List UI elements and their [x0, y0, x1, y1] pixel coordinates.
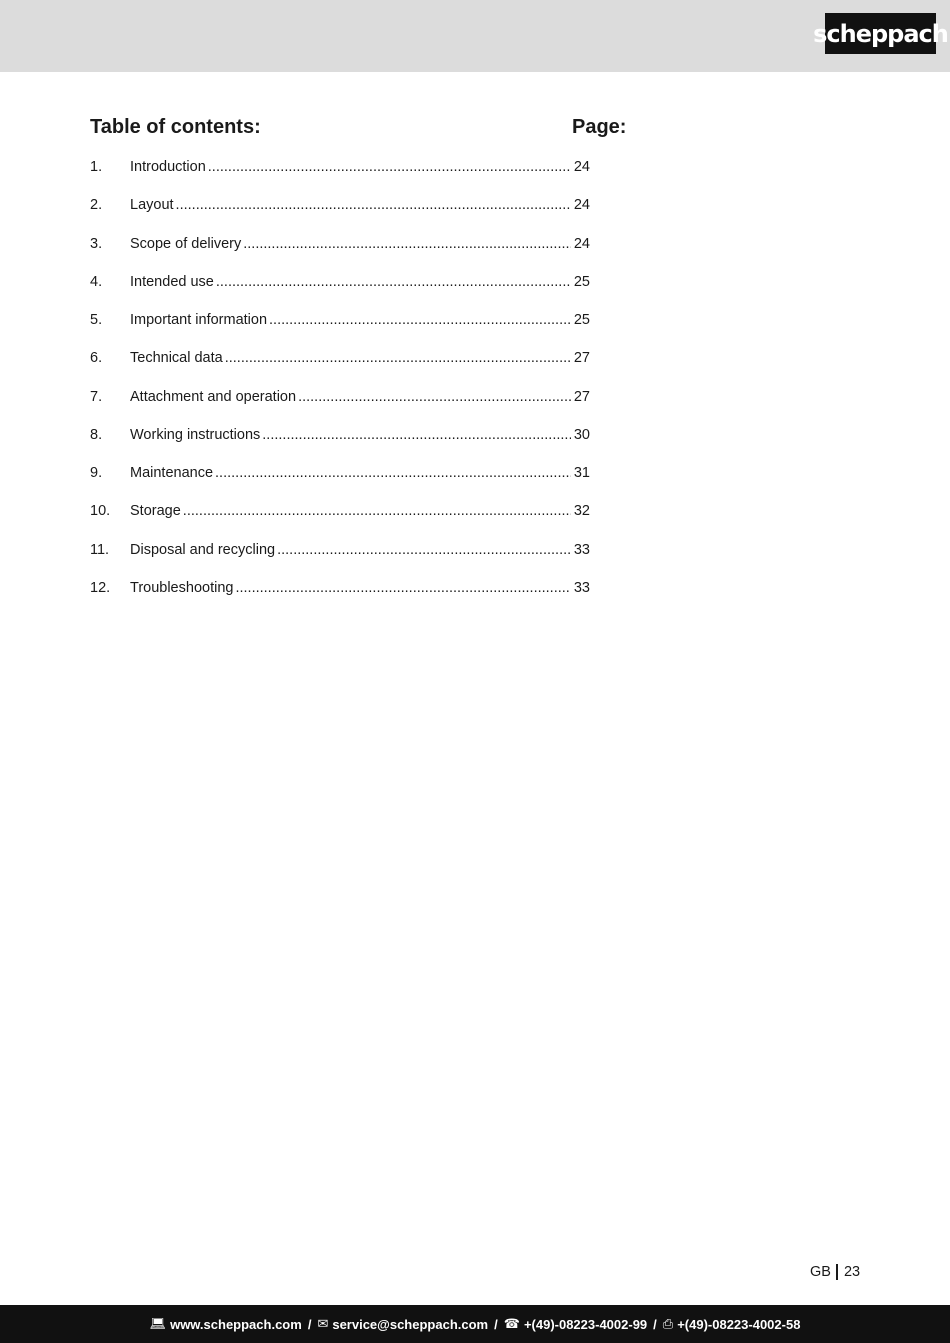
toc-title: Table of contents:: [90, 116, 261, 138]
toc-entry-label: Storage: [130, 503, 181, 520]
toc-entry-label: Technical data: [130, 350, 223, 367]
toc-entry[interactable]: [90, 310, 590, 348]
toc-entry-number: 9.: [90, 465, 103, 481]
toc-dot-leader: [183, 501, 571, 521]
divider: [836, 1264, 838, 1280]
separator: /: [307, 1316, 312, 1332]
toc-entry-label: Disposal and recycling: [130, 541, 276, 558]
toc-entry-page: 25: [573, 312, 590, 328]
toc-entry-label: Attachment and operation: [130, 388, 297, 405]
toc-entry[interactable]: [90, 195, 590, 233]
laptop-icon: 💻︎: [149, 1316, 167, 1331]
toc-dot-leader: [176, 195, 571, 215]
toc-entry[interactable]: [90, 425, 590, 463]
toc-dot-leader: [215, 463, 571, 483]
toc-entry-number: 2.: [90, 197, 103, 214]
separator: /: [494, 1316, 498, 1332]
toc-entry-label: Important information: [130, 312, 268, 328]
fax-icon: ⎙: [662, 1316, 674, 1331]
toc-entry-page: 30: [573, 426, 590, 443]
toc-entry-number: 8.: [90, 426, 103, 443]
toc-entry-label: Introduction: [130, 159, 206, 175]
toc-entry-page: 27: [573, 388, 590, 405]
toc-entry[interactable]: [90, 578, 590, 616]
toc-dot-leader: [216, 272, 571, 292]
header-bar: [0, 0, 950, 72]
logo-text: scheppach: [813, 19, 948, 48]
toc-entry[interactable]: [90, 540, 590, 578]
toc-list: [90, 157, 590, 616]
email-link[interactable]: service@scheppach.com: [332, 1316, 489, 1332]
toc-entry-page: 32: [573, 503, 590, 520]
toc-entry-label: Troubleshooting: [130, 579, 234, 596]
toc-entry-page: 33: [573, 541, 590, 558]
toc-entry-label: Scope of delivery: [130, 235, 242, 252]
toc-entry[interactable]: [90, 234, 590, 272]
toc-entry-label: Maintenance: [130, 465, 214, 481]
language-code: GB: [810, 1264, 831, 1280]
website-link[interactable]: www.scheppach.com: [170, 1316, 302, 1332]
toc-entry-label: Layout: [130, 197, 174, 214]
separator: /: [653, 1316, 657, 1332]
toc-entry-number: 1.: [90, 159, 103, 175]
toc-entry-number: 7.: [90, 388, 103, 405]
toc-dot-leader: [225, 348, 571, 368]
toc-entry-page: 25: [573, 273, 590, 290]
toc-dot-leader: [243, 234, 571, 254]
toc-dot-leader: [235, 578, 571, 598]
toc-entry-number: 12.: [90, 579, 111, 596]
toc-entry-number: 4.: [90, 273, 103, 290]
toc-dot-leader: [269, 310, 571, 330]
toc-dot-leader: [298, 387, 571, 407]
page-number-block: [810, 1264, 860, 1280]
fax-number: +(49)-08223-4002-58: [677, 1316, 801, 1332]
toc-entry-page: 31: [573, 465, 590, 481]
toc-entry-number: 6.: [90, 350, 103, 367]
toc-entry-page: 27: [573, 350, 590, 367]
toc-entry-label: Intended use: [130, 273, 214, 290]
toc-entry[interactable]: [90, 501, 590, 539]
toc-page-heading: Page:: [572, 116, 627, 138]
toc-entry-number: 3.: [90, 235, 103, 252]
toc-entry[interactable]: [90, 463, 590, 501]
toc-dot-leader: [277, 540, 571, 560]
toc-entry[interactable]: [90, 272, 590, 310]
scheppach-logo: [813, 13, 948, 54]
phone-number: +(49)-08223-4002-99: [523, 1316, 648, 1332]
toc-dot-leader: [262, 425, 571, 445]
toc-entry-number: 11.: [90, 541, 110, 558]
page-number: 23: [843, 1264, 861, 1280]
phone-icon: ☎︎: [503, 1316, 520, 1331]
toc-entry-number: 5.: [90, 312, 103, 328]
footer-bar: [0, 1305, 950, 1343]
toc-entry-page: 24: [573, 235, 590, 252]
toc-entry-number: 10.: [90, 503, 111, 520]
toc-entry[interactable]: [90, 157, 590, 195]
toc-entry-page: 24: [573, 197, 590, 214]
toc-entry[interactable]: [90, 348, 590, 386]
toc-entry-label: Working instructions: [130, 426, 261, 443]
toc-dot-leader: [208, 157, 571, 177]
mail-icon: ✉︎: [317, 1316, 329, 1331]
toc-entry-page: 24: [573, 159, 590, 175]
toc-entry-page: 33: [573, 579, 590, 596]
toc-entry[interactable]: [90, 387, 590, 425]
